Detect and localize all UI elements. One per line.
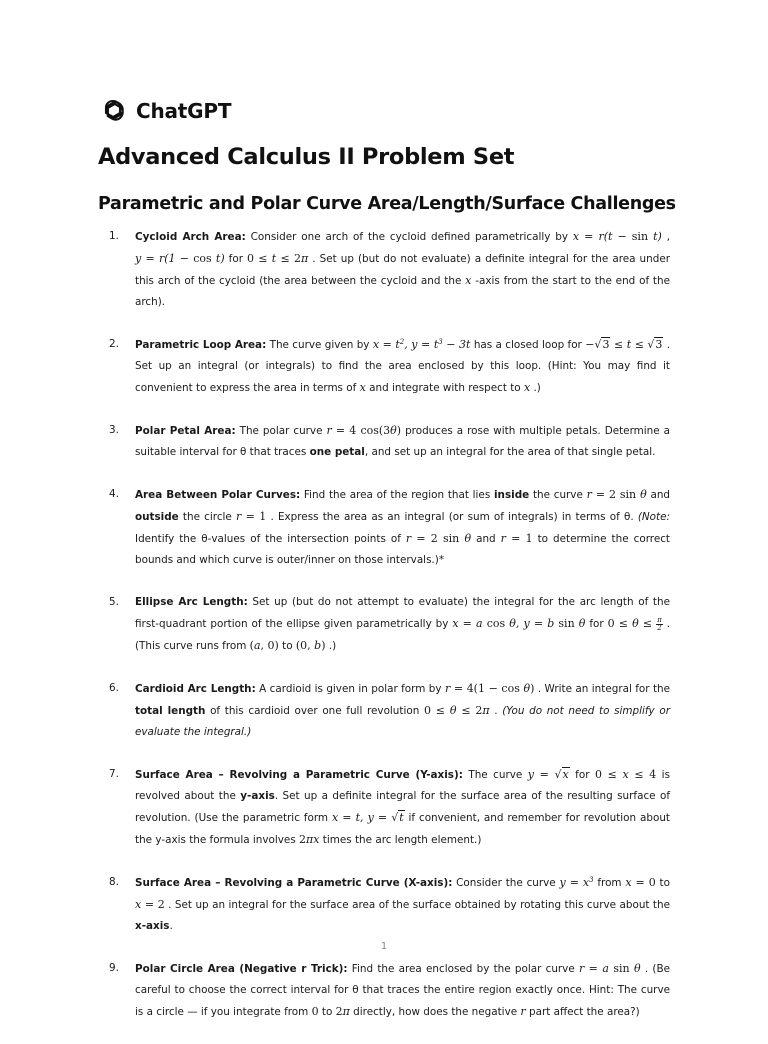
problem-text: . Set up an integral for the surface area of the surface obtained by rotating this curve about the <box>164 899 670 911</box>
math-expression: 0 <box>311 1005 319 1018</box>
emphasis-text: y-axis <box>240 790 275 802</box>
page-title: Advanced Calculus II Problem Set <box>98 144 515 170</box>
math-expression: x = r(t − sin t) <box>572 230 662 243</box>
problem-number: 5. <box>109 596 119 608</box>
problem-text: and integrate with respect to <box>365 382 524 394</box>
problem-text: The polar curve <box>235 425 327 437</box>
math-expression: r = 2 sin θ <box>586 488 647 501</box>
openai-logo-icon <box>98 96 128 126</box>
math-expression: $x = t^2$, $y = t^3 - 3t$ <box>372 338 471 351</box>
math-expression: x = 2 <box>135 898 165 911</box>
math-expression: $y = x^3$ <box>559 876 594 889</box>
problem-heading: Parametric Loop Area: <box>135 339 267 351</box>
problem-text: has a closed loop for <box>470 339 586 351</box>
problem-text: . (This curve runs from <box>135 618 671 652</box>
math-expression: 2πx <box>299 833 320 846</box>
page-number: 1 <box>380 941 388 952</box>
problem-item <box>98 592 670 657</box>
problem-text: part affect the area?) <box>525 1006 640 1018</box>
problem-heading: Polar Petal Area: <box>135 425 236 437</box>
problem-heading: Cycloid Arch Area: <box>135 231 246 243</box>
math-expression: x = t, y = √t <box>331 811 404 824</box>
emphasis-text: total length <box>135 705 206 717</box>
problem-text: for <box>569 769 595 781</box>
problem-heading: Polar Circle Area (Negative r Trick): <box>135 963 348 975</box>
math-expression: (a, 0) <box>249 639 279 652</box>
problem-text: -axis from the start to the end of the arch). <box>135 275 670 308</box>
problem-heading: Cardioid Arc Length: <box>135 683 256 695</box>
problem-text: is revolved about the <box>135 769 670 802</box>
problem-text: to <box>318 1006 336 1018</box>
math-expression: x <box>465 274 472 287</box>
problem-number: 3. <box>109 424 119 436</box>
math-expression: x <box>359 381 366 394</box>
math-expression: √3 <box>647 338 663 351</box>
problem-text: . <box>489 705 503 717</box>
problem-text: The curve given by <box>266 339 373 351</box>
problem-text: directly, how does the negative <box>349 1006 521 1018</box>
problem-item <box>98 764 670 851</box>
problem-text: .) <box>325 640 337 652</box>
math-expression: 2π <box>335 1005 350 1018</box>
emphasis-text: x-axis <box>135 920 170 932</box>
problem-text: the circle <box>178 511 237 523</box>
problem-text: if convenient, and remember for revolution about the y-axis the formula involves <box>135 812 670 846</box>
math-expression: x = a cos θ, y = b sin θ <box>452 617 586 630</box>
note-label: (Note: <box>637 511 670 523</box>
emphasis-text: one petal <box>309 446 365 458</box>
problem-text: to <box>278 640 296 652</box>
math-expression: r <box>520 1005 526 1018</box>
math-expression: y = √x <box>527 768 569 781</box>
problem-text: . (Be careful to choose the correct interval for θ that traces the entire region exactly once. Hint: The curve is a circle — if you integrate from <box>135 963 670 1018</box>
problem-text: of this cardioid over one full revolution <box>205 705 424 717</box>
problem-number: 8. <box>109 876 119 888</box>
math-expression: x = 0 <box>625 876 656 889</box>
problem-item <box>98 484 670 571</box>
math-expression: r = 4 cos(3θ) <box>326 424 402 437</box>
math-expression: 0 ≤ t ≤ 2π <box>247 252 309 265</box>
problem-text: produces a rose with multiple petals. Determine a suitable interval for θ that traces <box>135 425 670 458</box>
problem-text: and <box>471 533 501 545</box>
problem-item <box>98 678 670 743</box>
problem-text: Find the area of the region that lies <box>300 489 494 501</box>
problem-text: Identify the θ-values of the intersection points of <box>135 533 406 545</box>
problem-number: 2. <box>109 338 119 350</box>
math-expression: r = 1 <box>500 532 533 545</box>
emphasis-text: outside <box>135 511 179 523</box>
problem-text: . Set up a definite integral for the surface area of the resulting surface of revolution. (Use the parametric form <box>135 790 670 824</box>
section-title: Parametric and Polar Curve Area/Length/Surface Challenges <box>98 194 676 214</box>
problem-item: 1. Cycloid Arch Area: Consider one arch of the cycloid defined parametrically by x = r(t − sin t) , y = r(1 − cos t) for 0 ≤ t ≤ 2π . Set up (but do not evaluate) a definite integral for the area under this arch of the cycloid (the area between the cycloid and the x -axis from the start to the end of the arch). <box>98 226 670 313</box>
problem-text: .) <box>530 382 541 394</box>
problem-text: Set up (but do not attempt to evaluate) the integral for the arc length of the first-quadrant portion of the ellipse given parametrically by <box>135 596 670 630</box>
problem-number: 9. <box>109 962 119 974</box>
math-expression: y = r(1 − cos t) <box>135 252 225 265</box>
math-expression: 0 ≤ θ ≤ 2π <box>423 704 490 717</box>
problem-heading: Ellipse Arc Length: <box>135 596 248 608</box>
problem-text: . Write an integral for the <box>534 683 671 695</box>
problem-item <box>98 334 670 399</box>
problem-number: 1. <box>109 230 119 242</box>
math-expression: r = 2 sin θ <box>405 532 472 545</box>
problem-text: for <box>585 618 608 630</box>
problem-text: , and set up an integral for the area of that single petal. <box>364 446 656 458</box>
problem-text: . Express the area as an integral (or sum of integrals) in terms of θ. <box>266 511 638 523</box>
problem-item <box>98 872 670 937</box>
problem-number: 6. <box>109 682 119 694</box>
problem-list <box>98 226 670 1044</box>
problem-text: Find the area enclosed by the polar curve <box>347 963 579 975</box>
problem-number: 7. <box>109 768 119 780</box>
problem-text: to determine the correct bounds and which curve is outer/inner on those intervals.)* <box>135 533 671 566</box>
math-expression: r = a sin θ <box>578 962 641 975</box>
problem-text: Consider one arch of the cycloid defined parametrically by <box>245 231 573 243</box>
math-expression: r = 4(1 − cos θ) <box>444 682 535 695</box>
math-expression: −√3 ≤ t ≤ <box>585 338 644 351</box>
math-expression: x <box>523 381 531 394</box>
problem-text: . Set up (but do not evaluate) a definite integral for the area under this arch of the cycloid (the area between the cycloid and the <box>135 253 670 287</box>
problem-text: to <box>655 877 670 889</box>
math-expression: r = 1 <box>236 510 267 523</box>
problem-heading: Area Between Polar Curves: <box>135 489 301 501</box>
emphasis-text: inside <box>494 489 530 501</box>
math-expression: 0 ≤ x ≤ 4 <box>594 768 657 781</box>
note-text: (You do not need to simplify or evaluate the integral.) <box>135 705 670 738</box>
brand-header <box>98 96 231 126</box>
problem-text: Consider the curve <box>452 877 560 889</box>
problem-text: times the arc length element.) <box>319 834 482 846</box>
problem-heading: Surface Area – Revolving a Parametric Curve (Y-axis): <box>135 769 463 781</box>
problem-text: and <box>646 489 670 501</box>
problem-text: from <box>593 877 626 889</box>
problem-text: The curve <box>462 769 528 781</box>
problem-heading: Surface Area – Revolving a Parametric Curve (X-axis): <box>135 877 453 889</box>
problem-item <box>98 420 670 463</box>
problem-text: . <box>169 920 173 932</box>
problem-item <box>98 958 670 1023</box>
problem-text: for <box>224 253 248 265</box>
problem-text: the curve <box>529 489 587 501</box>
problem-number: 4. <box>109 488 119 500</box>
problem-text: A cardioid is given in polar form by <box>255 683 445 695</box>
problem-text: . Set up an integral (or integrals) to find the area enclosed by this loop. (Hint: You may find it convenient to express the area in terms of <box>135 339 671 394</box>
math-expression: (0, b) <box>295 639 326 652</box>
math-expression: 0 ≤ θ ≤ $\frac{\pi}{2}$ <box>607 616 662 632</box>
brand-name: ChatGPT <box>136 99 232 123</box>
